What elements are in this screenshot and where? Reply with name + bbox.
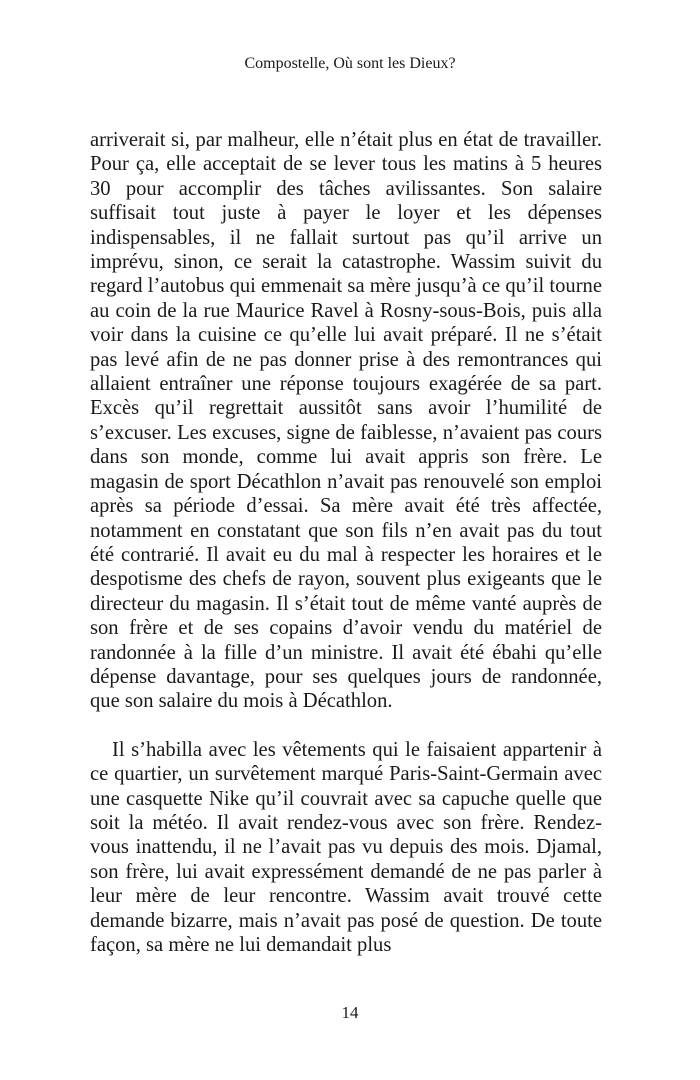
running-header: Compostelle, Où sont les Dieux? bbox=[244, 55, 456, 72]
body-text bbox=[90, 128, 602, 957]
paragraph-1: arriverait si, par malheur, elle n’était plus en état de travailler. Pour ça, elle acceptait de se lever tous les matins à 5 heures 30 pour accomplir des tâches avilissantes. Son salaire suffisait tout juste à payer le loyer et les dépenses indispensables, il ne fallait surtout pas qu’il arrive un imprévu, sinon, ce serait la catastrophe. Wassim suivit du regard l’autobus qui emmenait sa mère jusqu’à ce qu’il tourne au coin de la rue Maurice Ravel à Rosny-sous-Bois, puis alla voir dans la cuisine ce qu’elle lui avait préparé. Il ne s’était pas levé afin de ne pas donner prise à des remontrances qui allaient entraîner une réponse toujours exagérée de sa part. Excès qu’il regrettait aussitôt sans avoir l’humilité de s’excuser. Les excuses, signe de faiblesse, n’avaient pas cours dans son monde, comme lui avait appris son frère. Le magasin de sport Décathlon n’avait pas renouvelé son emploi après sa période d’essai. Sa mère avait été très affectée, notamment en constatant que son fils n’en avait pas du tout été contrarié. Il avait eu du mal à respecter les horaires et le despotisme des chefs de rayon, souvent plus exigeants que le directeur du magasin. Il s’était tout de même vanté auprès de son frère et de ses copains d’avoir vendu du matériel de randonnée à la fille d’un ministre. Il avait été ébahi qu’elle dépense davantage, pour ses quelques jours de randonnée, que son salaire du mois à Décathlon. bbox=[90, 129, 602, 713]
page-number: 14 bbox=[341, 1003, 359, 1022]
paragraph-2: Il s’habilla avec les vêtements qui le faisaient appartenir à ce quartier, un survêtement marqué Paris-Saint-Germain avec une casquette Nike qu’il couvrait avec sa capuche quelle que soit la météo. Il avait rendez-vous avec son frère. Rendez-vous inattendu, il ne l’avait pas vu depuis des mois. Djamal, son frère, lui avait expressément demandé de ne pas parler à leur mère de leur rencontre. Wassim avait trouvé cette demande bizarre, mais n’avait pas posé de question. De toute façon, sa mère ne lui demandait plus bbox=[90, 738, 602, 956]
